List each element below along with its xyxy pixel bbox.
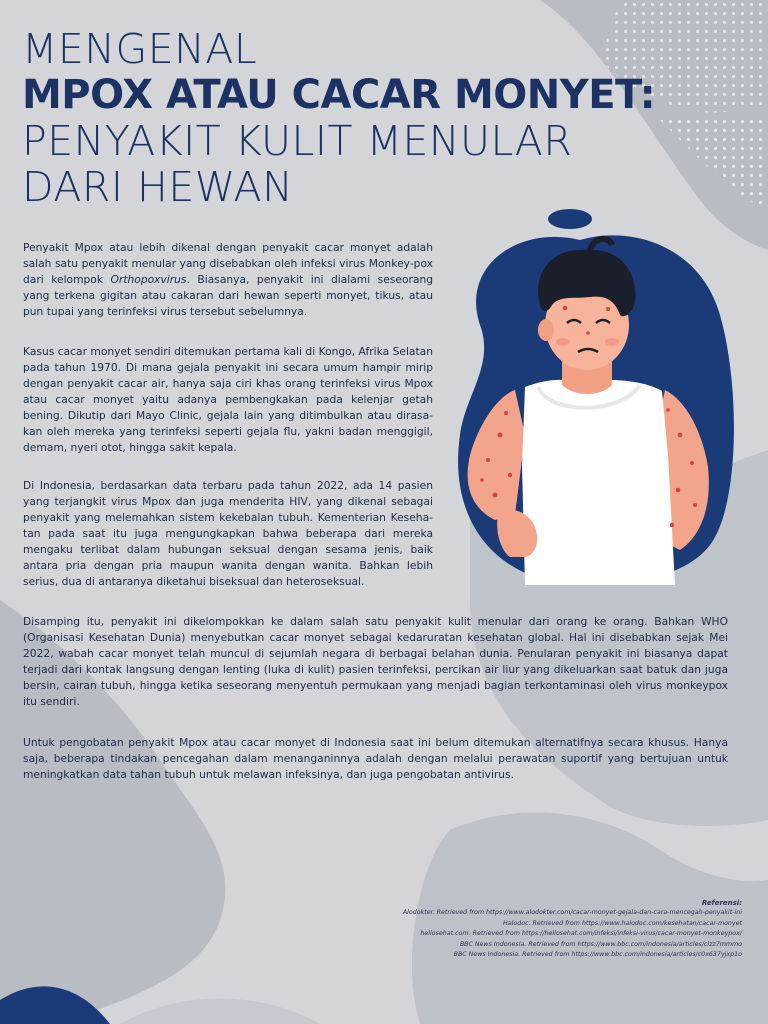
reference-item: BBC News Indonesia. Retrieved from https://www.bbc.com/indonesia/articles/clzz7mmmo	[459, 940, 742, 948]
intro-text-italic: Orthopoxvirus	[110, 273, 187, 286]
title-line-1: MENGENAL	[22, 25, 258, 73]
title-line-2: MPOX ATAU CACAR MONYET:	[22, 72, 656, 118]
paragraph-transmission: Disamping itu, penyakit ini dikelompokkan ke dalam salah satu penyakit kulit menular dari orang ke orang. Bahkan WHO (Organisasi Kesehatan Dunia) menyebutkan cacar monyet sebagai kedaruratan kesehatan global. Hal ini disebabkan sejak Mei 2022, wabah cacar monyet telah muncul di sejumlah negara di berbagai belahan dunia. Penularan penyakit ini biasanya dapat terjadi dari kontak langsung dengan lenting (luka di kulit) pasien terinfeksi, percikan air liur yang dikeluarkan saat batuk dan juga bersin, cairan tubuh, hingga ketika seseorang menyentuh permukaan yang menjadi bagian terkontaminasi oleh virus monkeypox itu sendiri.	[23, 615, 728, 708]
poster-title	[22, 26, 742, 210]
paragraph-indonesia: Di Indonesia, berdasarkan data terbaru pada tahun 2022, ada 14 pasien yang terjangkit virus Mpox dan juga menderita HIV, yang dikenal sebagai penyakit yang melemahkan sistem kekebalan tubuh. Kementerian Keseha-tan pada saat itu juga mengungkapkan bahwa beberapa dari mereka mengaku terlibat dalam hubungan seksual dengan sesama jenis, baik antara pria dengan pria maupun wanita dengan wanita. Bahkan lebih serius, dua di antaranya diketahui biseksual dan heteroseksual.	[23, 479, 433, 588]
reference-item: Halodoc. Retrieved from https://www.halodoc.com/kesehatan/cacar-monyet	[503, 919, 742, 927]
references-title: Referensi:	[701, 899, 742, 907]
reference-item: Alodokter. Retrieved from https://www.alodokter.com/cacar-monyet-gejala-dan-cara-mencegah-penyakit-ini	[402, 909, 742, 917]
title-line-3: PENYAKIT KULIT MENULAR	[22, 117, 573, 165]
reference-item: hellosehat.com. Retrieved from https://hellosehat.com/infeksi/infeksi-virus/cacar-monyet-monkeypox/	[420, 930, 742, 938]
references	[282, 898, 742, 960]
paragraph-intro	[23, 240, 433, 320]
paragraph-treatment: Untuk pengobatan penyakit Mpox atau cacar monyet di Indonesia saat ini belum ditemukan alternatifnya secara khusus. Hanya saja, beberapa tindakan pencegahan dalam menanganinnya adalah dengan melalui perawatan suportif yang bertujuan untuk meningkatkan data tahan tubuh untuk melawan infeksinya, dan juga pengobatan antivirus.	[23, 736, 728, 781]
reference-item: BBC News Indonesia. Retrieved from https://www.bbc.com/indonesia/articles/c0x637yjxp1o	[453, 951, 742, 959]
title-line-4: DARI HEWAN	[22, 163, 294, 211]
man-with-mpox-rash-illustration	[440, 205, 740, 600]
intro-text-a: Penyakit Mpox atau lebih dikenal dengan penyakit cacar monyet adalah salah satu penyakit menular yang disebabkan oleh infeksi virus Monkey-pox dari kelompok	[23, 241, 433, 286]
intro-text-b: . Biasanya, penyakit ini dialami seseorang yang terkena gigitan atau cakaran dari hewan seperti monyet, tikus, atau pun tupai yang terinfeksi virus tersebut sebelumnya.	[23, 273, 433, 318]
paragraph-history: Kasus cacar monyet sendiri ditemukan pertama kali di Kongo, Afrika Selatan pada tahun 1970. Di mana gejala penyakit ini secara umum hampir mirip dengan penyakit cacar air, hanya saja ciri khas orang terinfeksi virus Mpox atau cacar monyet yaitu adanya pembengkakan pada kelenjar getah bening. Dikutip dari Mayo Clinic, gejala lain yang ditimbulkan atau dirasa-kan oleh mereka yang terinfeksi seperti gejala flu, yakni badan menggigil, demam, nyeri otot, hingga sakit kepala.	[23, 345, 433, 454]
